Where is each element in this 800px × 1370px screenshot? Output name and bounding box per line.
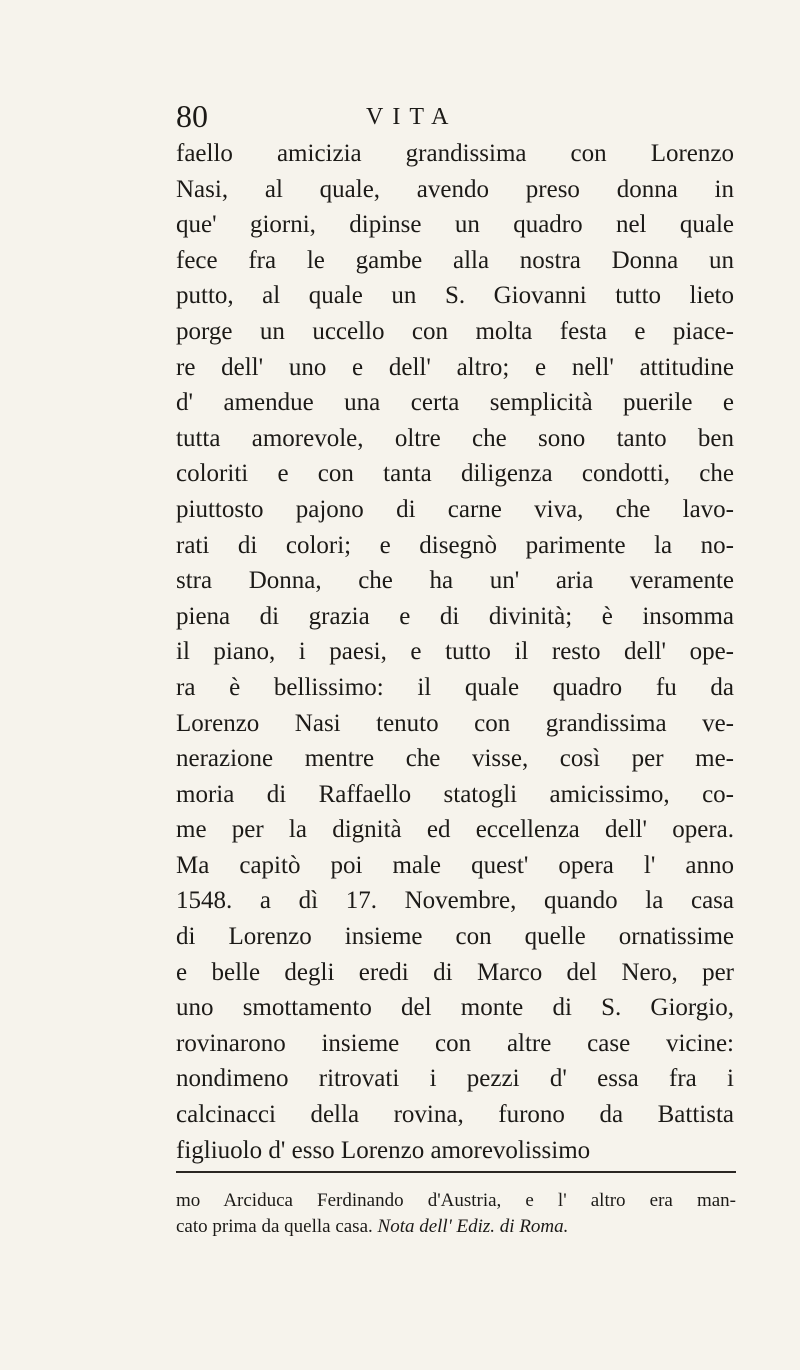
text-line: e belle degli eredi di Marco del Nero, per [176,958,734,986]
text-line: piena di grazia e di divinità; è insomma [176,602,734,630]
text-line: nerazione mentre che visse, così per me- [176,745,734,773]
page-number: 80 [176,98,208,134]
text-line: stra Donna, che ha un' aria veramente [176,567,734,595]
footnote-line: mo Arciduca Ferdinando d'Austria, e l' altro era man- [176,1190,736,1211]
text-line: rovinarono insieme con altre case vicine: [176,1029,734,1057]
text-line: uno smottamento del monte di S. Giorgio, [176,994,734,1022]
text-line: rati di colori; e disegnò parimente la no- [176,531,734,559]
footnote-rule [176,1171,736,1173]
text-line: moria di Raffaello statogli amicissimo, co- [176,780,734,808]
text-line: putto, al quale un S. Giovanni tutto lieto [176,282,734,310]
page-header [176,98,736,134]
running-title: VITA [366,104,458,130]
footnote-line [176,1214,736,1240]
text-line: piuttosto pajono di carne viva, che lavo- [176,495,734,523]
editor-note: Nota dell' Ediz. di Roma. [377,1216,569,1237]
text-line: porge un uccello con molta festa e piace- [176,317,734,345]
text-line: figliuolo d' esso Lorenzo amorevolissimo [176,1136,591,1164]
text-line: nondimeno ritrovati i pezzi d' essa fra i [176,1065,734,1093]
text-line: d' amendue una certa semplicità puerile e [176,389,734,417]
text-line: coloriti e con tanta diligenza condotti, che [176,460,734,488]
body-text [176,136,734,1168]
text-line: que' giorni, dipinse un quadro nel quale [176,211,734,239]
text-line: tutta amorevole, oltre che sono tanto ben [176,424,734,452]
text-line: Ma capitò poi male quest' opera l' anno [176,851,734,879]
text-line: calcinacci della rovina, furono da Battista [176,1101,734,1129]
text-line: di Lorenzo insieme con quelle ornatissime [176,923,734,951]
text-line: ra è bellissimo: il quale quadro fu da [176,673,734,701]
text-line: 1548. a dì 17. Novembre, quando la casa [176,887,734,915]
text-line: Nasi, al quale, avendo preso donna in [176,175,734,203]
footnote [176,1188,736,1240]
text-line: il piano, i paesi, e tutto il resto dell' ope- [176,638,734,666]
text-line: re dell' uno e dell' altro; e nell' attitudine [176,353,734,381]
text-line: fece fra le gambe alla nostra Donna un [176,246,734,274]
text-line: faello amicizia grandissima con Lorenzo [176,140,734,167]
text-line: Lorenzo Nasi tenuto con grandissima ve- [176,709,734,737]
footnote-text: cato prima da quella casa. [176,1216,373,1237]
text-line: me per la dignità ed eccellenza dell' opera. [176,816,734,844]
